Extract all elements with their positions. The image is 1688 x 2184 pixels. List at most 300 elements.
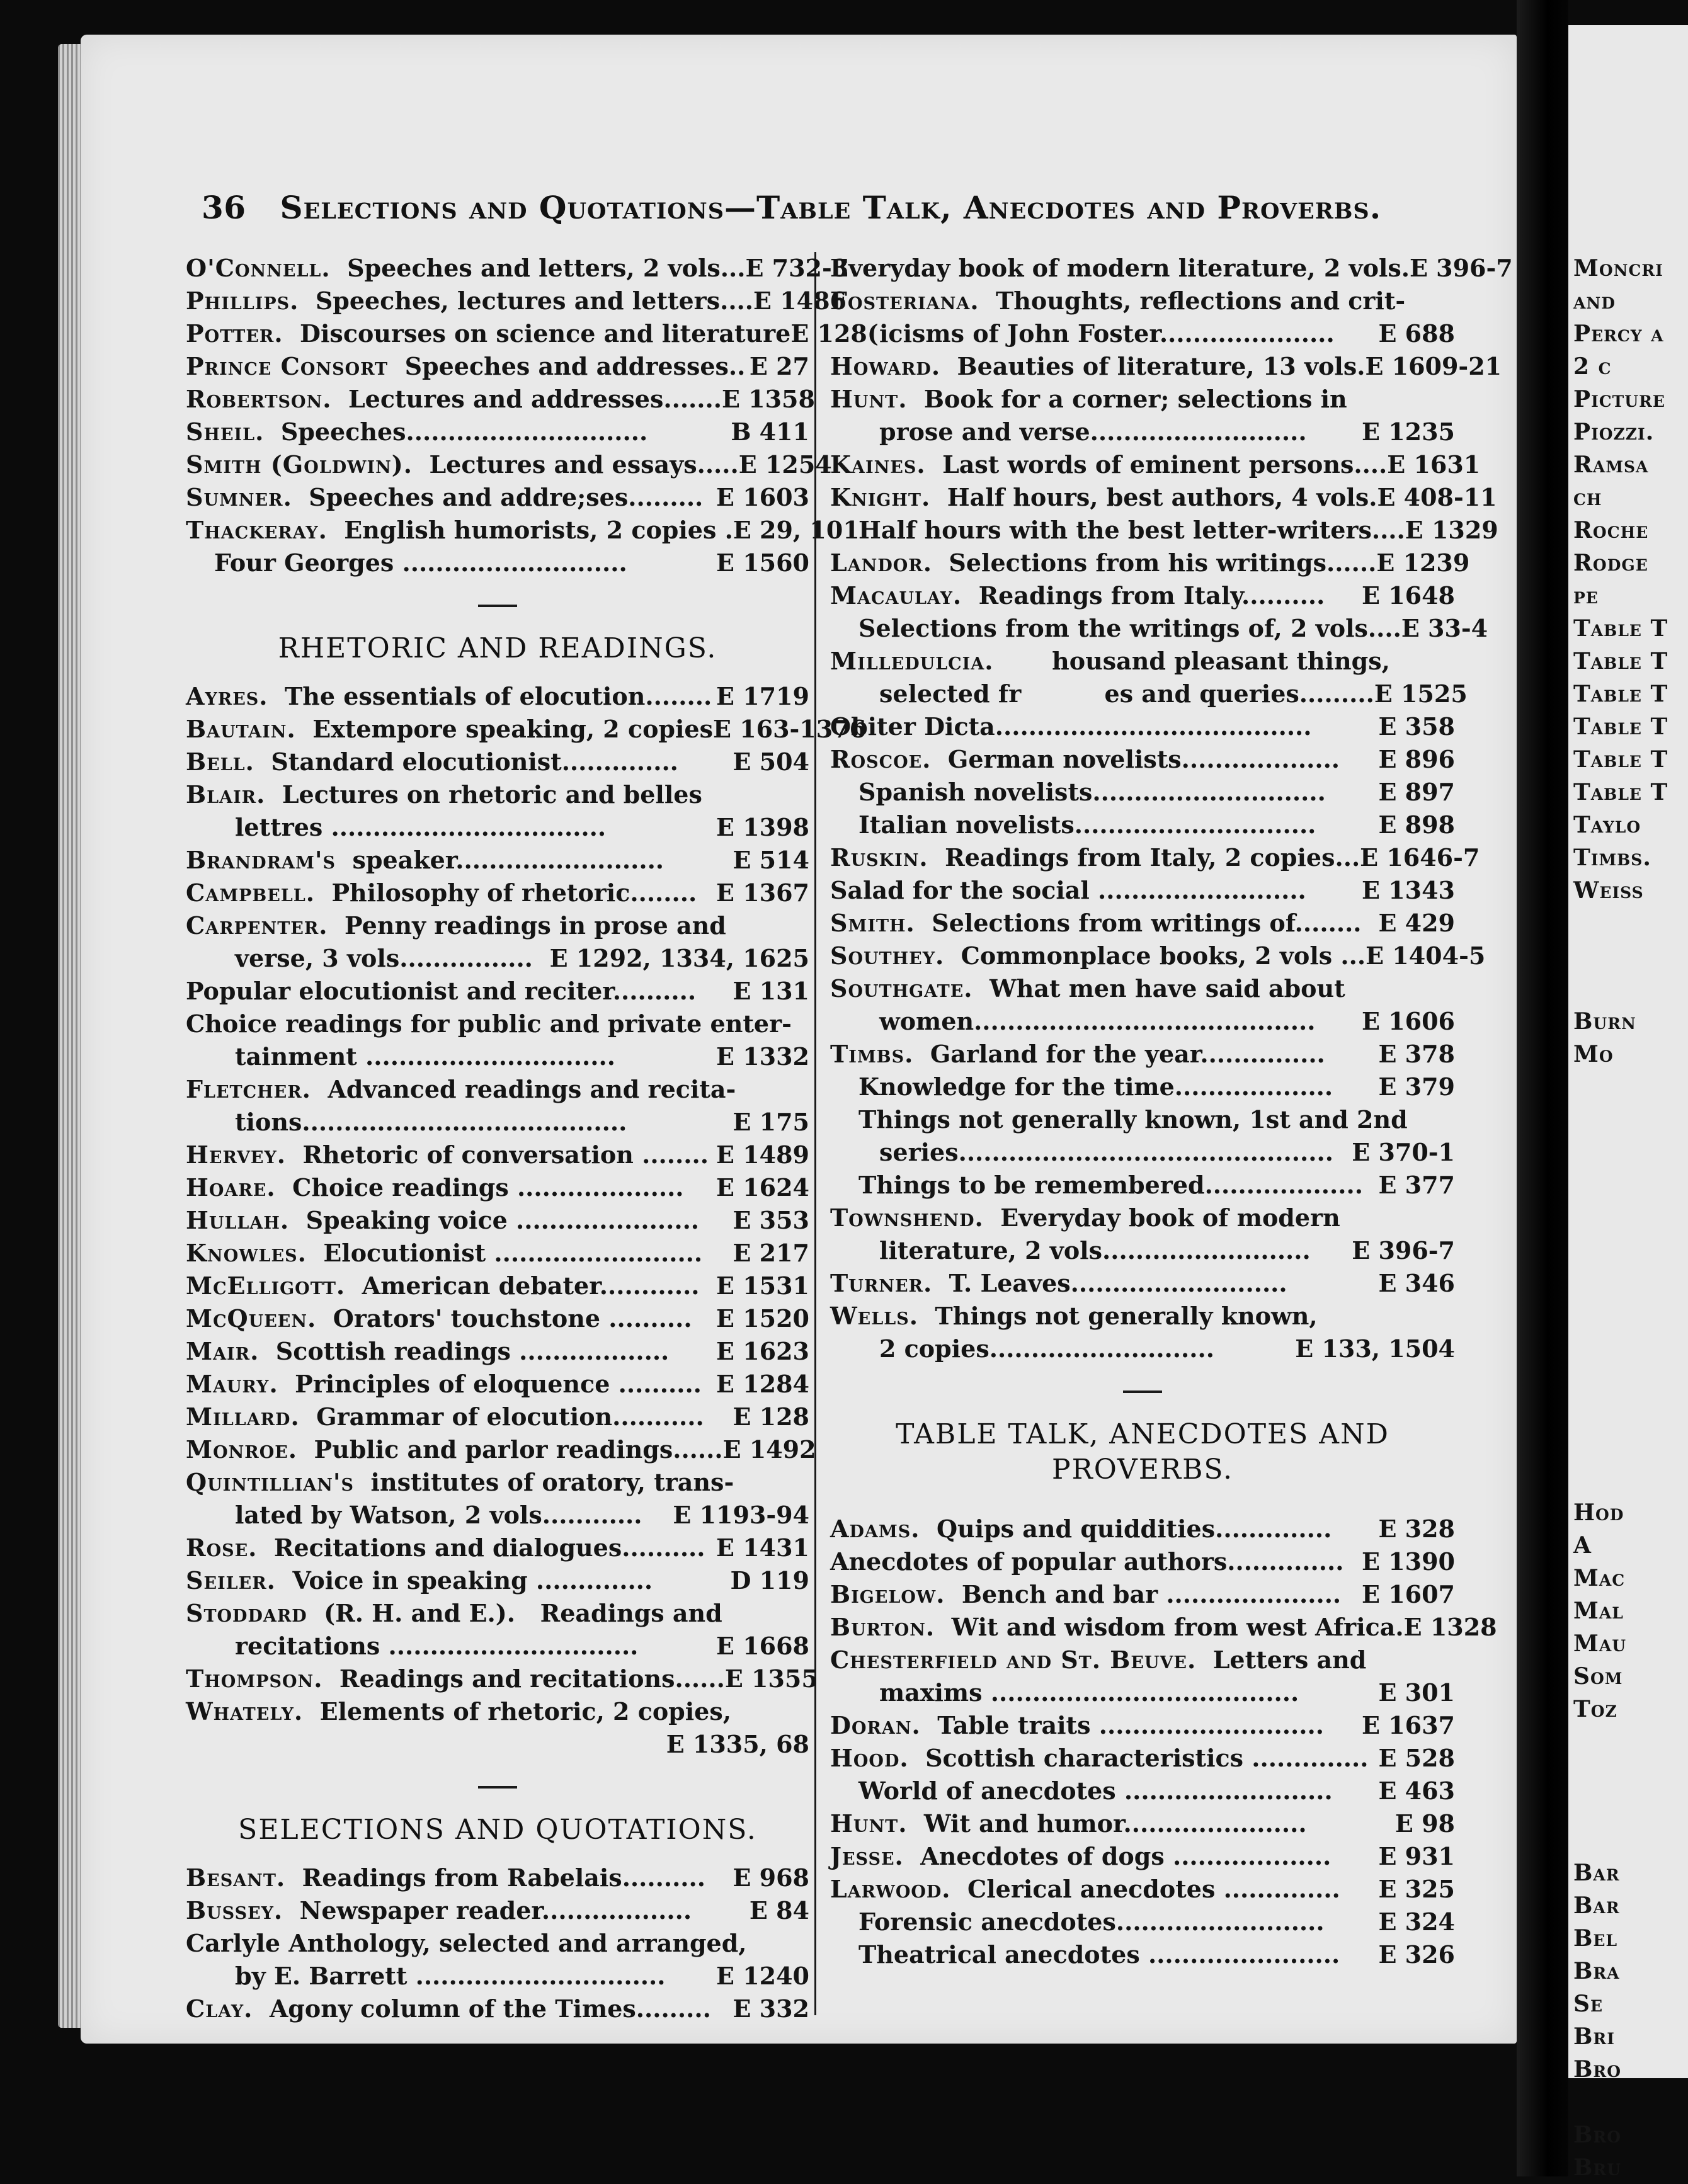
entry-text	[186, 680, 712, 713]
entry-author: Knight.	[830, 483, 931, 511]
next-page-line: Table T	[1573, 779, 1668, 805]
entry-text	[830, 1742, 1369, 1775]
catalog-entry	[186, 317, 879, 350]
entry-author: Hoare.	[186, 1173, 276, 1202]
entry-author: Smith (Goldwin).	[186, 450, 413, 479]
entry-text	[186, 1073, 736, 1106]
entry-text	[879, 1234, 1311, 1267]
entry-shelf-ref: E 1607	[1362, 1580, 1455, 1608]
next-page-line: Bar	[1573, 1860, 1620, 1886]
catalog-entry	[830, 743, 1455, 776]
next-page-line	[1568, 1300, 1688, 1333]
entry-title: Wit and humor......................	[923, 1809, 1307, 1838]
entry-shelf-ref: E 1631	[1387, 450, 1481, 479]
entry-title: Rhetoric of conversation ........	[302, 1140, 709, 1169]
entry-text	[186, 1433, 723, 1466]
next-page-line	[1568, 1398, 1688, 1431]
entry-text	[186, 1927, 747, 1960]
entry-shelf-ref: E 1193-94	[673, 1501, 809, 1529]
entry-text	[186, 1139, 709, 1171]
entry-shelf-ref: E 1489	[716, 1140, 809, 1169]
entry-author: Southey.	[830, 941, 945, 970]
entry-text	[186, 1335, 669, 1368]
entry-author: Blair.	[186, 780, 266, 809]
entry-shelf-ref: E 1520	[716, 1304, 809, 1333]
entry-author: McElligott.	[186, 1271, 346, 1300]
entry-author: Hunt.	[830, 385, 908, 413]
entry-title: Extempore speaking, 2 copies	[312, 715, 714, 743]
catalog-entry	[186, 1466, 809, 1499]
entry-text	[830, 383, 1347, 416]
catalog-entry	[186, 1862, 809, 1894]
entry-text	[186, 1532, 705, 1564]
entry-title: English humorists, 2 copies .	[344, 516, 733, 544]
entry-text	[830, 645, 1390, 678]
catalog-entry	[830, 809, 1455, 841]
entry-text	[830, 1709, 1324, 1742]
entry-shelf-ref: E 163-1376	[713, 715, 867, 743]
entry-text	[186, 877, 697, 909]
catalog-entry	[830, 940, 1486, 972]
entry-text	[830, 1611, 1404, 1644]
entry-shelf-ref: E 1284	[716, 1370, 809, 1398]
entry-text	[830, 972, 1345, 1005]
catalog-entry	[186, 1302, 809, 1335]
catalog-entry	[186, 844, 809, 877]
entry-shelf-ref: E 326	[1378, 1940, 1455, 1969]
entry-text	[186, 1597, 722, 1630]
catalog-entry	[186, 1960, 809, 1993]
entry-author: Macaulay.	[830, 581, 962, 610]
entry-author: Jesse.	[830, 1842, 904, 1870]
entry-author: Clay.	[186, 1994, 253, 2023]
catalog-entry	[830, 1136, 1455, 1169]
next-page-line: Rodge	[1573, 550, 1648, 576]
entry-text	[830, 285, 1405, 317]
entry-title: Anecdotes of dogs ...................	[920, 1842, 1332, 1870]
entry-title: Selections from his writings......	[949, 549, 1377, 577]
entry-text	[830, 252, 1410, 285]
entry-text	[186, 1466, 734, 1499]
catalog-entry	[186, 1993, 809, 2025]
entry-text	[186, 746, 678, 778]
entry-shelf-ref: E 378	[1378, 1040, 1455, 1068]
catalog-entry	[186, 1171, 809, 1204]
entry-title: Speeches and addre;ses.........	[309, 483, 704, 511]
entry-author: Doran.	[830, 1711, 921, 1739]
next-page-line: Table T	[1573, 746, 1668, 773]
entry-title: Speeches.............................	[280, 418, 648, 446]
entry-text	[830, 350, 1365, 383]
entry-title: institutes of oratory, trans-	[370, 1468, 734, 1496]
entry-title: Advanced readings and recita-	[328, 1075, 736, 1103]
entry-title: What men have said about	[989, 974, 1345, 1003]
entry-shelf-ref: E 1390	[1362, 1547, 1455, 1576]
catalog-entry	[186, 547, 809, 579]
entry-text	[830, 841, 1360, 874]
entry-author: Rose.	[186, 1533, 258, 1562]
catalog-entry	[186, 746, 809, 778]
catalog-entry	[186, 1532, 809, 1564]
entry-title: selected fr es and queries.........	[879, 680, 1374, 708]
catalog-entry	[186, 713, 867, 746]
entry-shelf-ref: E 1343	[1362, 876, 1455, 904]
entry-title: maxims .....................................	[879, 1678, 1299, 1707]
entry-shelf-ref: E 131	[733, 977, 809, 1005]
entry-title: T. Leaves..........................	[949, 1269, 1287, 1297]
catalog-entry	[830, 874, 1455, 907]
entry-title: Salad for the social .........................	[830, 876, 1306, 904]
catalog-entry	[830, 841, 1480, 874]
entry-author: Townshend.	[830, 1203, 984, 1232]
entry-text	[830, 1873, 1340, 1906]
entry-title: Letters and	[1212, 1646, 1367, 1674]
entry-title: Choice readings for public and private enter-	[186, 1010, 792, 1038]
catalog-entry	[830, 776, 1455, 809]
entry-text	[830, 1038, 1325, 1071]
entry-title: housand pleasant things,	[1010, 647, 1390, 675]
entry-shelf-ref: E 370-1	[1352, 1138, 1455, 1166]
entry-text	[186, 1862, 705, 1894]
entry-text	[858, 1071, 1333, 1103]
entry-shelf-ref: E 1603	[716, 483, 809, 511]
table-talk-entries	[830, 1513, 1497, 1971]
entry-text	[830, 547, 1376, 579]
entry-text	[830, 743, 1340, 776]
entry-title: Elements of rhetoric, 2 copies,	[319, 1697, 731, 1726]
catalog-entry	[830, 448, 1481, 481]
entry-title: Principles of eloquence ..........	[295, 1370, 702, 1398]
entry-shelf-ref: E 1492	[722, 1435, 816, 1464]
entry-text	[830, 710, 1312, 743]
catalog-entry	[186, 416, 809, 448]
next-page-line: Roche	[1573, 517, 1649, 543]
entry-shelf-ref: E 429	[1378, 909, 1455, 937]
catalog-entry	[186, 1270, 809, 1302]
entry-title: Selections from the writings of, 2 vols....	[858, 614, 1401, 642]
entry-author: Stoddard	[186, 1599, 307, 1627]
entry-title: Things not generally known,	[935, 1302, 1318, 1330]
entry-shelf-ref: E 1240	[716, 1962, 809, 1990]
entry-shelf-ref: E 1367	[716, 879, 809, 907]
entry-text	[186, 1368, 702, 1401]
catalog-entry	[186, 909, 809, 942]
entry-title: by E. Barrett ..............................	[235, 1962, 666, 1990]
catalog-entry	[186, 680, 809, 713]
entry-title: Readings from Italy..........	[978, 581, 1325, 610]
entry-shelf-ref: E 1560	[716, 549, 809, 577]
entry-text	[235, 1960, 665, 1993]
catalog-entry	[830, 514, 1498, 547]
catalog-entry	[830, 907, 1455, 940]
entry-shelf-ref: E 968	[733, 1863, 809, 1892]
next-page-line: Mac	[1573, 1565, 1626, 1591]
next-page-line	[1568, 1758, 1688, 1791]
entry-author: Monroe.	[186, 1435, 298, 1464]
catalog-entry	[830, 1333, 1455, 1365]
catalog-entry	[186, 350, 809, 383]
catalog-entry	[830, 1234, 1455, 1267]
entry-shelf-ref: E 175	[733, 1108, 809, 1136]
catalog-entry	[830, 383, 1455, 416]
catalog-entry	[830, 1513, 1455, 1545]
entry-author: Southgate.	[830, 974, 973, 1003]
entry-title: Selections from writings of........	[932, 909, 1362, 937]
next-page-line: Timbs.	[1573, 845, 1651, 871]
entry-title: (R. H. and E.). Readings and	[324, 1599, 722, 1627]
catalog-entry	[186, 811, 809, 844]
catalog-entry	[830, 1103, 1455, 1136]
catalog-entry	[186, 1073, 809, 1106]
entry-text	[879, 1333, 1214, 1365]
entry-title: Italian novelists.............................	[858, 810, 1316, 839]
next-page-line: Weiss	[1573, 877, 1644, 904]
entry-text	[879, 1136, 1333, 1169]
entry-text	[186, 481, 703, 514]
next-page-line	[1568, 1464, 1688, 1496]
page-number: 36	[202, 189, 246, 226]
entry-title: Readings from Rabelais..........	[302, 1863, 705, 1892]
entry-text	[186, 285, 753, 317]
entry-shelf-ref: E 128(	[790, 319, 879, 348]
entry-text	[235, 1040, 615, 1073]
next-page-line: Bel	[1573, 1925, 1618, 1952]
entry-shelf-ref: E 353	[733, 1206, 809, 1234]
entry-author: Howard.	[830, 352, 941, 380]
entry-text	[830, 579, 1325, 612]
entry-author: Whately.	[186, 1697, 304, 1726]
catalog-entry	[830, 350, 1502, 383]
entry-title: Lectures and essays.....	[429, 450, 739, 479]
entry-author: Bussey.	[186, 1896, 283, 1925]
entry-title: tions.......................................	[235, 1108, 627, 1136]
entry-text	[879, 678, 1374, 710]
section-rule	[478, 605, 517, 607]
entry-text	[186, 1401, 704, 1433]
catalog-entry	[186, 1728, 809, 1761]
entry-text	[214, 547, 627, 579]
catalog-entry	[186, 1237, 809, 1270]
entry-title: Commonplace books, 2 vols ...	[961, 941, 1366, 970]
next-page-line: Burn	[1573, 1008, 1636, 1035]
entry-author: Roscoe.	[830, 745, 932, 773]
catalog-entry	[830, 1611, 1497, 1644]
entry-title: Discourses on science and literature	[300, 319, 791, 348]
entry-shelf-ref: E 29, 101	[733, 516, 860, 544]
entry-title: Speaking voice ......................	[305, 1206, 700, 1234]
catalog-entry	[186, 1368, 809, 1401]
next-page-line	[1568, 1726, 1688, 1758]
catalog-entry	[830, 1169, 1455, 1202]
next-page-line: ch	[1573, 484, 1602, 511]
entry-text	[830, 1300, 1318, 1333]
catalog-entry	[186, 1040, 809, 1073]
entry-title: Speeches and addresses..	[404, 352, 746, 380]
entry-author: Adams.	[830, 1515, 920, 1543]
entry-shelf-ref: E 328	[1378, 1515, 1455, 1543]
entry-shelf-ref: E 27	[749, 352, 809, 380]
entry-title: Things to be remembered...................	[858, 1171, 1363, 1199]
entry-title: series.............................................	[879, 1138, 1333, 1166]
entry-shelf-ref: E 1486	[753, 287, 847, 315]
next-page-line: Bru	[1573, 2154, 1622, 2181]
next-page-line: Bri	[1573, 2023, 1615, 2050]
entry-title: Half hours, best authors, 4 vols.	[947, 483, 1377, 511]
entry-title: Beauties of literature, 13 vols.	[957, 352, 1366, 380]
right-column	[830, 252, 1513, 1971]
entry-title: icisms of John Foster.....................	[879, 319, 1335, 348]
entry-author: Milledulcia.	[830, 647, 994, 675]
entry-title: Book for a corner; selections in	[923, 385, 1347, 413]
entry-title: Obiter Dicta......................................	[830, 712, 1312, 741]
entry-title: American debater............	[362, 1271, 700, 1300]
entry-shelf-ref: E 931	[1378, 1842, 1455, 1870]
catalog-entry	[186, 1894, 809, 1927]
entry-title: Agony column of the Times.........	[269, 1994, 711, 2023]
entry-title: Recitations and dialogues..........	[273, 1533, 705, 1562]
entry-text	[235, 942, 533, 975]
entry-shelf-ref: E 528	[1378, 1744, 1455, 1772]
entry-author: Thompson.	[186, 1664, 323, 1693]
entry-text	[830, 1545, 1343, 1578]
entry-text	[879, 1676, 1299, 1709]
entry-text	[858, 612, 1401, 645]
catalog-entry	[830, 1873, 1455, 1906]
entry-shelf-ref: E 898	[1378, 810, 1455, 839]
next-page-line: Taylo	[1573, 812, 1641, 838]
next-page-line	[1568, 1071, 1688, 1103]
section-rule	[1123, 1391, 1162, 1393]
next-page-line: Mo	[1573, 1041, 1614, 1067]
entry-text	[879, 416, 1307, 448]
next-page-line: Table T	[1573, 714, 1668, 740]
catalog-entry	[186, 1695, 809, 1728]
catalog-entry	[186, 252, 849, 285]
entry-title: Anecdotes of popular authors..............	[830, 1547, 1344, 1576]
entry-text	[830, 481, 1377, 514]
catalog-entry	[186, 877, 809, 909]
entry-text	[186, 1008, 792, 1040]
catalog-entry	[186, 975, 809, 1008]
entry-shelf-ref: E 33-4	[1401, 614, 1488, 642]
catalog-entry	[186, 1008, 809, 1040]
entry-text	[858, 1775, 1333, 1807]
entry-author: Bigelow.	[830, 1580, 945, 1608]
entry-author: Carpenter.	[186, 911, 328, 940]
entry-text	[879, 317, 1335, 350]
entry-author: Potter.	[186, 319, 283, 348]
entry-shelf-ref: E 84	[749, 1896, 809, 1925]
entry-title: women.........................................	[879, 1007, 1316, 1035]
entry-author: Brandram's	[186, 846, 336, 874]
entry-shelf-ref: E 377	[1378, 1171, 1455, 1199]
entry-text	[858, 1906, 1325, 1938]
entry-title: lated by Watson, 2 vols............	[235, 1501, 642, 1529]
next-page-line: Hod	[1573, 1499, 1624, 1526]
entry-shelf-ref: E 301	[1378, 1678, 1455, 1707]
entry-shelf-ref: E 897	[1378, 778, 1455, 806]
entry-text	[186, 975, 696, 1008]
entry-title: The essentials of elocution........	[284, 682, 712, 710]
catalog-entry	[186, 1663, 818, 1695]
entry-text	[186, 713, 713, 746]
catalog-entry	[830, 1267, 1455, 1300]
entry-title: Everyday book of modern literature, 2 vols.	[830, 254, 1410, 282]
entry-author: Fletcher.	[186, 1075, 311, 1103]
entry-text	[186, 1237, 702, 1270]
entry-shelf-ref: E 1531	[716, 1271, 809, 1300]
entry-shelf-ref: E 732-3	[745, 254, 849, 282]
next-page-line: Mal	[1573, 1598, 1624, 1624]
catalog-entry	[186, 1564, 809, 1597]
catalog-entry	[186, 1927, 809, 1960]
entry-title: Table traits ...........................	[937, 1711, 1324, 1739]
next-page-line: Moncri	[1573, 255, 1663, 282]
next-page-line: Table T	[1573, 648, 1668, 674]
next-page-line: Ramsa	[1573, 452, 1649, 478]
entry-title: literature, 2 vols.........................	[879, 1236, 1311, 1265]
catalog-entry	[830, 1906, 1455, 1938]
entry-title: Everyday book of modern	[1000, 1203, 1340, 1232]
entry-shelf-ref: E 504	[733, 748, 809, 776]
next-page-line: pe	[1573, 583, 1599, 609]
entry-text	[235, 811, 606, 844]
entry-title: recitations ..............................	[235, 1632, 639, 1660]
catalog-entry	[830, 547, 1470, 579]
entry-author: Chesterfield and St. Beuve.	[830, 1646, 1197, 1674]
entry-shelf-ref: E 1398	[716, 813, 809, 841]
entry-text	[186, 778, 702, 811]
catalog-entry	[830, 1300, 1455, 1333]
catalog-entry	[830, 1676, 1455, 1709]
spacer	[830, 1501, 1455, 1513]
next-page-line: Picture	[1573, 386, 1665, 412]
catalog-entry	[830, 1742, 1455, 1775]
entry-shelf-ref: E 396-7	[1352, 1236, 1455, 1265]
catalog-entry	[186, 1139, 809, 1171]
entry-shelf-ref: E 1404-5	[1366, 941, 1486, 970]
entry-shelf-ref: E 408-11	[1377, 483, 1497, 511]
entry-author: Thackeray.	[186, 516, 328, 544]
next-page-line: Piozzi.	[1573, 419, 1655, 445]
catalog-entry	[830, 416, 1455, 448]
section-heading-line2: PROVERBS.	[1052, 1453, 1233, 1486]
entry-shelf-ref: E 396-7	[1409, 254, 1513, 282]
next-page-line	[1568, 972, 1688, 1005]
next-page-line	[1568, 907, 1688, 940]
entry-title: tainment ..............................	[235, 1042, 615, 1071]
entry-shelf-ref: E 1332	[716, 1042, 809, 1071]
entry-title: Garland for the year...............	[930, 1040, 1325, 1068]
page-header	[202, 189, 1411, 226]
entry-title: Readings and recitations......	[339, 1664, 725, 1693]
section-rule	[478, 1786, 517, 1789]
entry-shelf-ref: B 411	[731, 418, 809, 446]
catalog-entry	[186, 383, 815, 416]
entry-title: World of anecdotes .........................	[858, 1777, 1333, 1805]
entry-shelf-ref: E 1431	[716, 1533, 809, 1562]
entry-text	[830, 1267, 1287, 1300]
entry-author: Maury.	[186, 1370, 278, 1398]
next-page-line: 2 c	[1573, 353, 1612, 380]
entry-shelf-ref: E 128	[733, 1402, 809, 1431]
entry-text	[830, 907, 1362, 940]
entry-shelf-ref: E 1239	[1376, 549, 1470, 577]
entry-shelf-ref: E 133, 1504	[1295, 1334, 1455, 1363]
entry-shelf-ref: E 688	[1378, 319, 1455, 348]
entry-author: O'Connell.	[186, 254, 331, 282]
entry-title: German novelists...................	[947, 745, 1340, 773]
